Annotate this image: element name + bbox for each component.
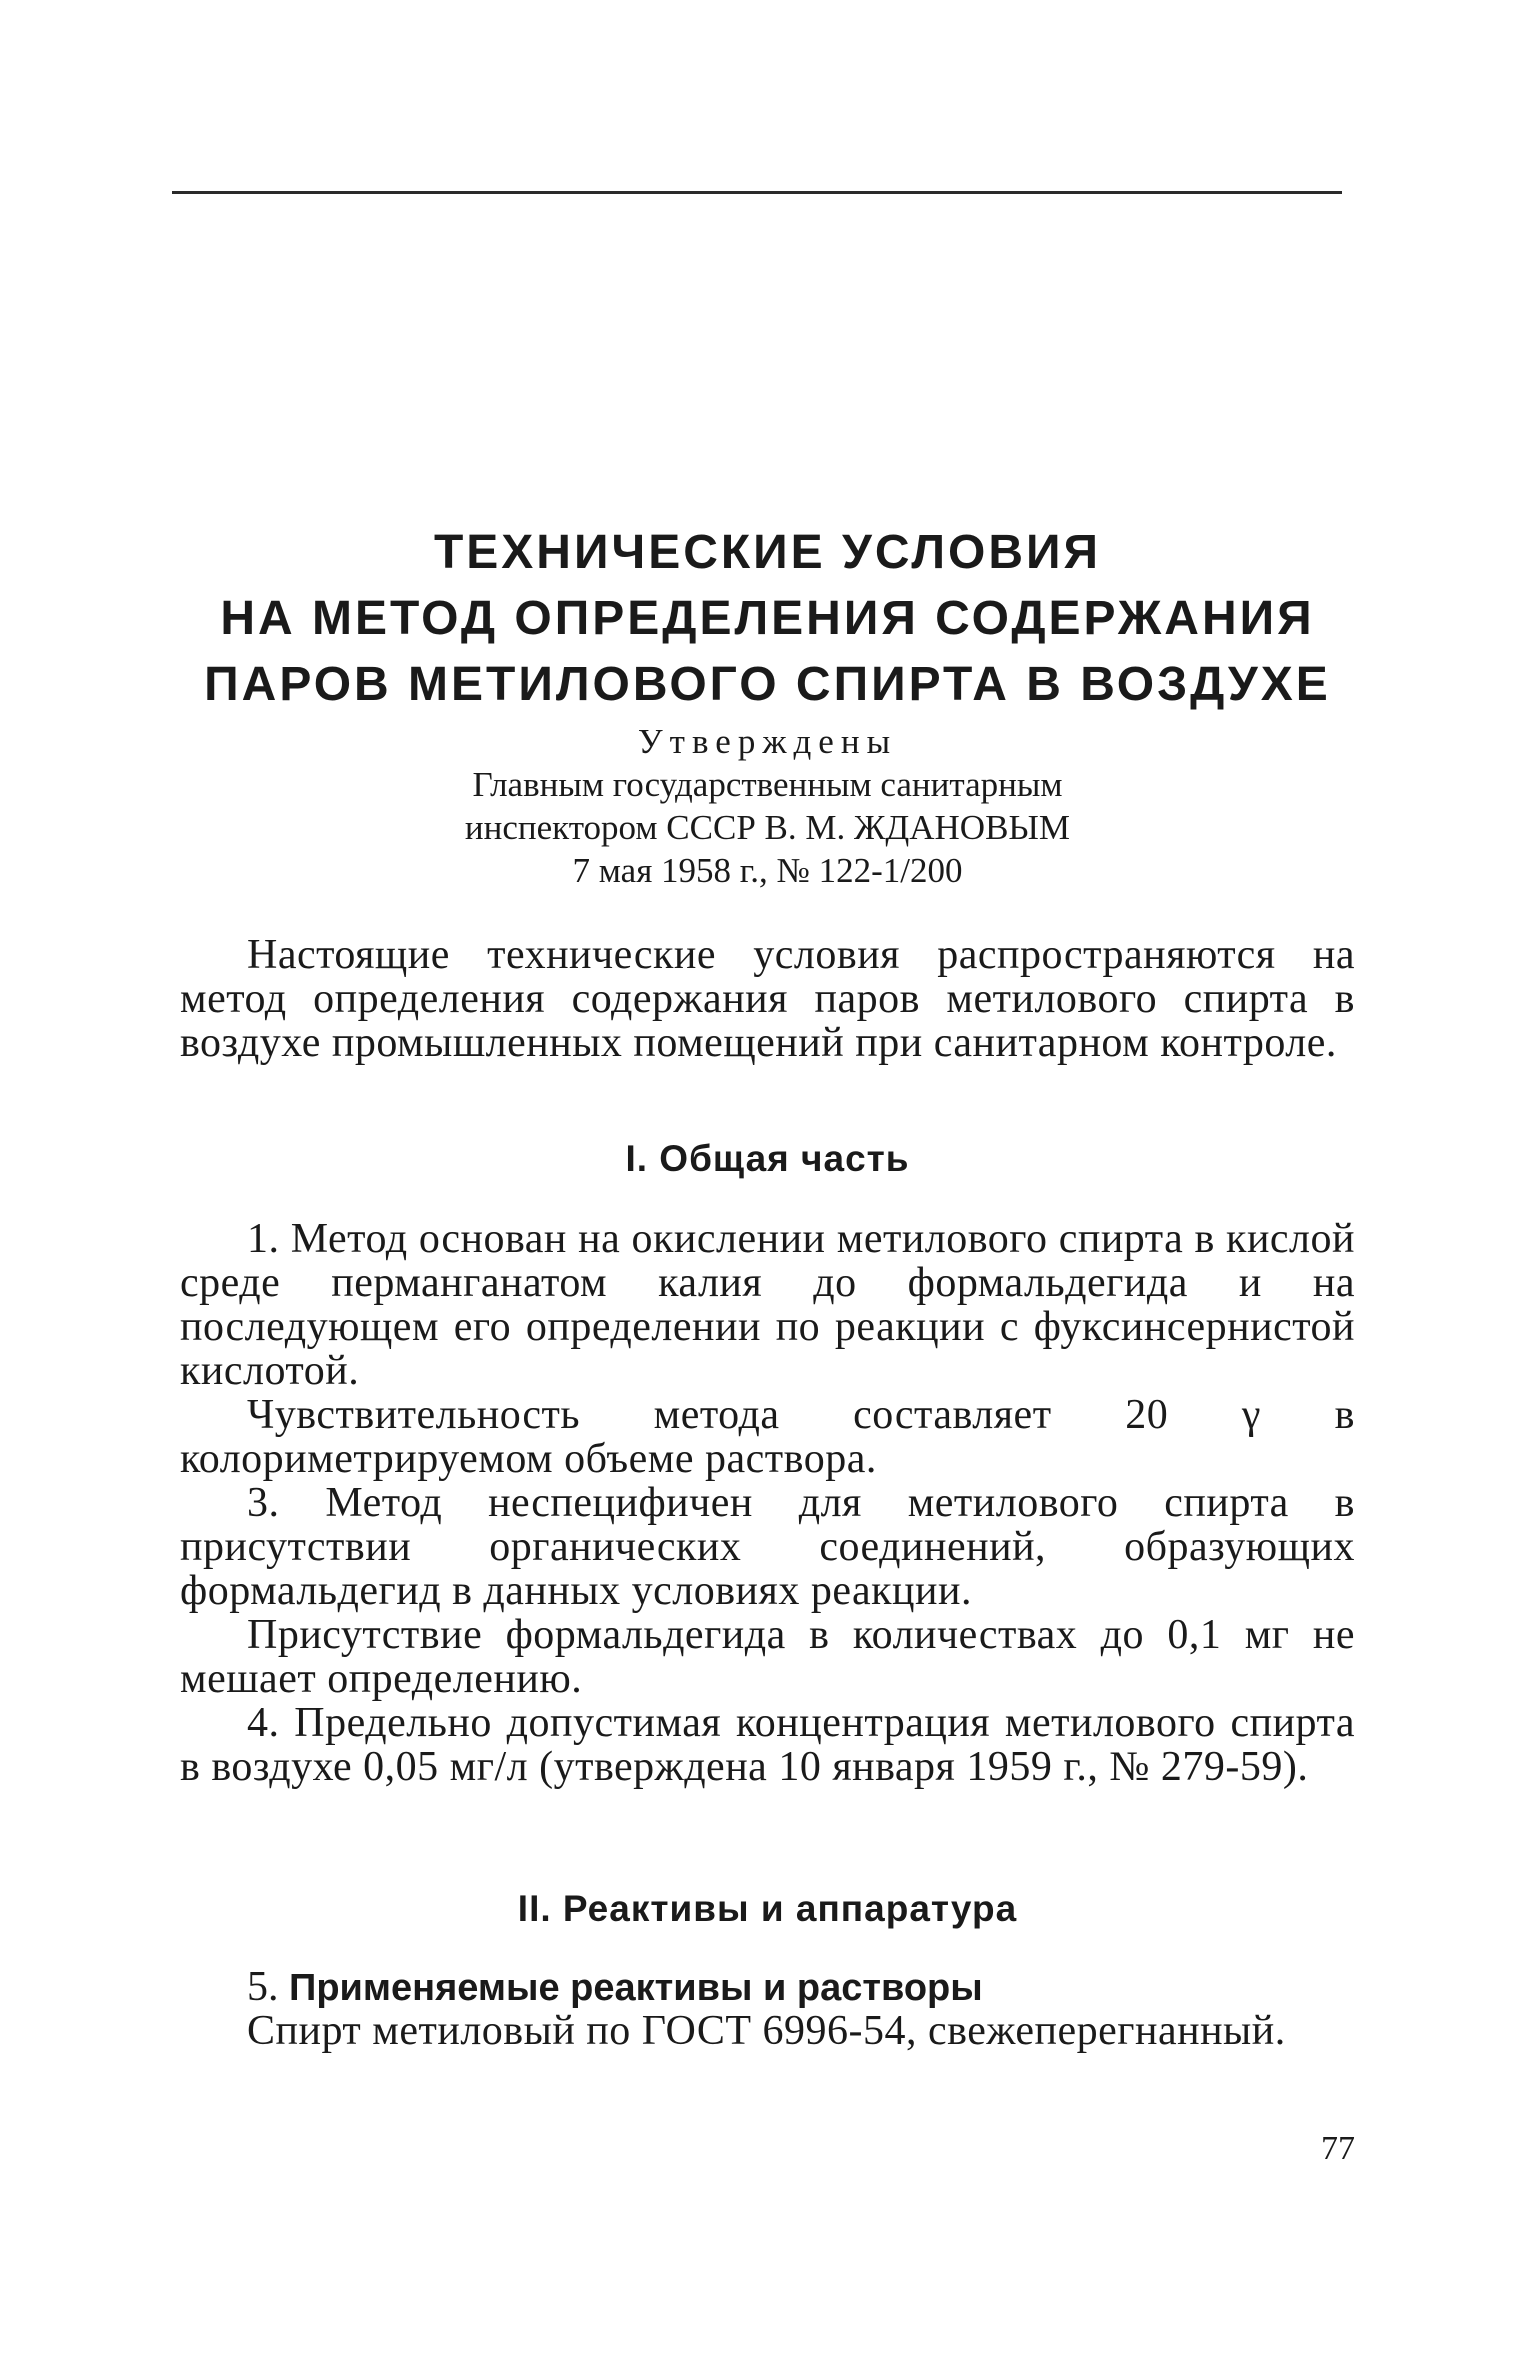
approval-line-1: Утверждены [637,722,898,761]
paragraph-2: Чувствительность метода составляет 20 γ в колориметрируемом объеме раствора. [180,1392,1355,1482]
intro-paragraph: Настоящие технические условия распространяются на метод определения содержания паров метилового спирта в воздухе промышленных помещений при санитарном контроле. [180,932,1355,1066]
approval-line-3: инспектором СССР В. М. ЖДАНОВЫМ [464,808,1071,847]
subsection-5-heading [247,1965,1347,2010]
approval-line-4: 7 мая 1958 г., № 122-1/200 [572,851,963,890]
paragraph-3: 3. Метод неспецифичен для метилового спирта в присутствии органических соединений, образующих формальдегид в данных условиях реакции. [180,1480,1355,1614]
title-line-1: ТЕХНИЧЕСКИЕ УСЛОВИЯ [433,526,1102,579]
subsection-5-number: 5. [247,1964,279,2010]
paragraph-1: 1. Метод основан на окислении метилового спирта в кислой среде перманганатом калия до формальдегида и на последующем его определении по реакции с фуксинсернистой кислотой. [180,1216,1355,1394]
section-2-heading: II. Реактивы и аппаратура [517,1888,1018,1929]
paragraph-5: 4. Предельно допустимая концентрация метилового спирта в воздухе 0,05 мг/л (утверждена 10 января 1959 г., № 279-59). [180,1700,1355,1790]
subsection-5-paragraph: Спирт метиловый по ГОСТ 6996-54, свежеперегнанный. [247,2008,1286,2054]
top-rule [172,191,1342,194]
title-line-3: ПАРОВ МЕТИЛОВОГО СПИРТА В ВОЗДУХЕ [204,658,1331,711]
page-number: 77 [1321,2130,1355,2167]
paragraph-4: Присутствие формальдегида в количествах до 0,1 мг не мешает определению. [180,1612,1355,1702]
approval-line-2: Главным государственным санитарным [472,765,1063,804]
section-1-heading: I. Общая часть [625,1138,910,1179]
document-title [180,520,1355,718]
subsection-5-title: Применяемые реактивы и растворы [289,1967,983,2009]
approval-block [180,720,1355,892]
title-line-2: НА МЕТОД ОПРЕДЕЛЕНИЯ СОДЕРЖАНИЯ [220,592,1315,645]
